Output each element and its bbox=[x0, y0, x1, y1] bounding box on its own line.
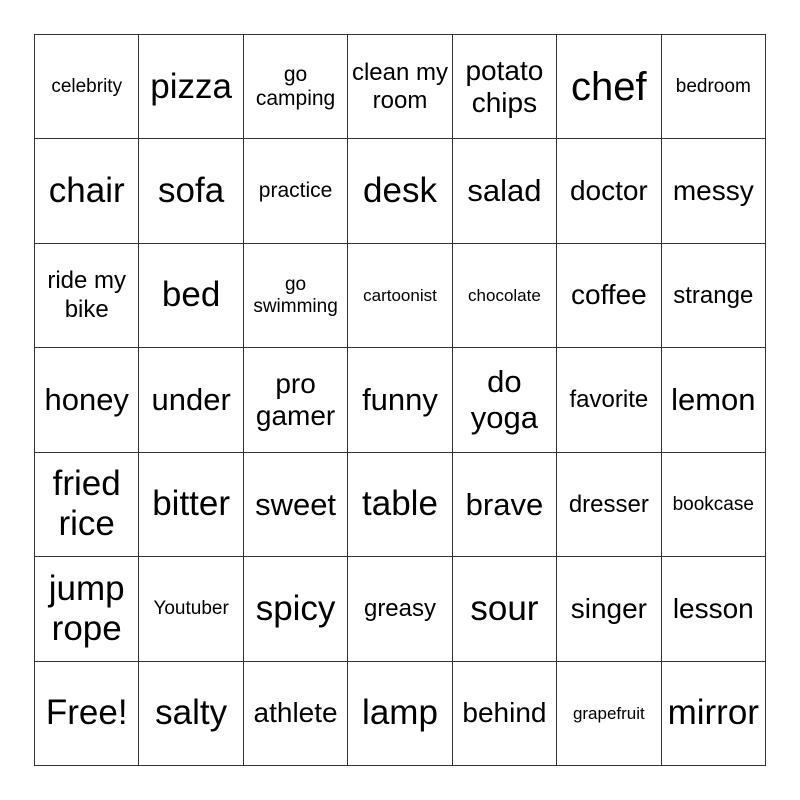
bingo-cell[interactable]: lamp bbox=[348, 662, 452, 766]
bingo-cell[interactable]: sour bbox=[453, 557, 557, 661]
bingo-cell[interactable]: go camping bbox=[244, 35, 348, 139]
bingo-cell[interactable]: sweet bbox=[244, 453, 348, 557]
bingo-cell[interactable]: athlete bbox=[244, 662, 348, 766]
bingo-cell[interactable]: Youtuber bbox=[139, 557, 243, 661]
bingo-cell[interactable]: fried rice bbox=[35, 453, 139, 557]
bingo-cell[interactable]: under bbox=[139, 348, 243, 452]
bingo-cell[interactable]: behind bbox=[453, 662, 557, 766]
bingo-cell[interactable]: strange bbox=[662, 244, 766, 348]
bingo-cell[interactable]: do yoga bbox=[453, 348, 557, 452]
bingo-cell[interactable]: chair bbox=[35, 139, 139, 243]
bingo-cell-free[interactable]: Free! bbox=[35, 662, 139, 766]
bingo-cell[interactable]: singer bbox=[557, 557, 661, 661]
bingo-cell[interactable]: lesson bbox=[662, 557, 766, 661]
bingo-cell[interactable]: honey bbox=[35, 348, 139, 452]
bingo-cell[interactable]: lemon bbox=[662, 348, 766, 452]
bingo-cell[interactable]: dresser bbox=[557, 453, 661, 557]
bingo-cell[interactable]: salty bbox=[139, 662, 243, 766]
bingo-cell[interactable]: chocolate bbox=[453, 244, 557, 348]
bingo-cell[interactable]: chef bbox=[557, 35, 661, 139]
bingo-cell[interactable]: bedroom bbox=[662, 35, 766, 139]
bingo-cell[interactable]: clean my room bbox=[348, 35, 452, 139]
bingo-cell[interactable]: ride my bike bbox=[35, 244, 139, 348]
bingo-cell[interactable]: bitter bbox=[139, 453, 243, 557]
bingo-cell[interactable]: coffee bbox=[557, 244, 661, 348]
bingo-cell[interactable]: bed bbox=[139, 244, 243, 348]
bingo-cell[interactable]: cartoonist bbox=[348, 244, 452, 348]
bingo-cell[interactable]: bookcase bbox=[662, 453, 766, 557]
bingo-cell[interactable]: greasy bbox=[348, 557, 452, 661]
bingo-board bbox=[34, 34, 766, 766]
bingo-cell[interactable]: messy bbox=[662, 139, 766, 243]
bingo-cell[interactable]: jump rope bbox=[35, 557, 139, 661]
bingo-cell[interactable]: favorite bbox=[557, 348, 661, 452]
bingo-cell[interactable]: salad bbox=[453, 139, 557, 243]
bingo-cell[interactable]: practice bbox=[244, 139, 348, 243]
bingo-cell[interactable]: sofa bbox=[139, 139, 243, 243]
bingo-cell[interactable]: potato chips bbox=[453, 35, 557, 139]
bingo-cell[interactable]: grapefruit bbox=[557, 662, 661, 766]
bingo-cell[interactable]: mirror bbox=[662, 662, 766, 766]
bingo-cell[interactable]: table bbox=[348, 453, 452, 557]
bingo-cell[interactable]: go swimming bbox=[244, 244, 348, 348]
bingo-cell[interactable]: doctor bbox=[557, 139, 661, 243]
bingo-cell[interactable]: funny bbox=[348, 348, 452, 452]
bingo-cell[interactable]: pizza bbox=[139, 35, 243, 139]
bingo-cell[interactable]: pro gamer bbox=[244, 348, 348, 452]
bingo-cell[interactable]: spicy bbox=[244, 557, 348, 661]
bingo-cell[interactable]: brave bbox=[453, 453, 557, 557]
bingo-cell[interactable]: desk bbox=[348, 139, 452, 243]
bingo-cell[interactable]: celebrity bbox=[35, 35, 139, 139]
